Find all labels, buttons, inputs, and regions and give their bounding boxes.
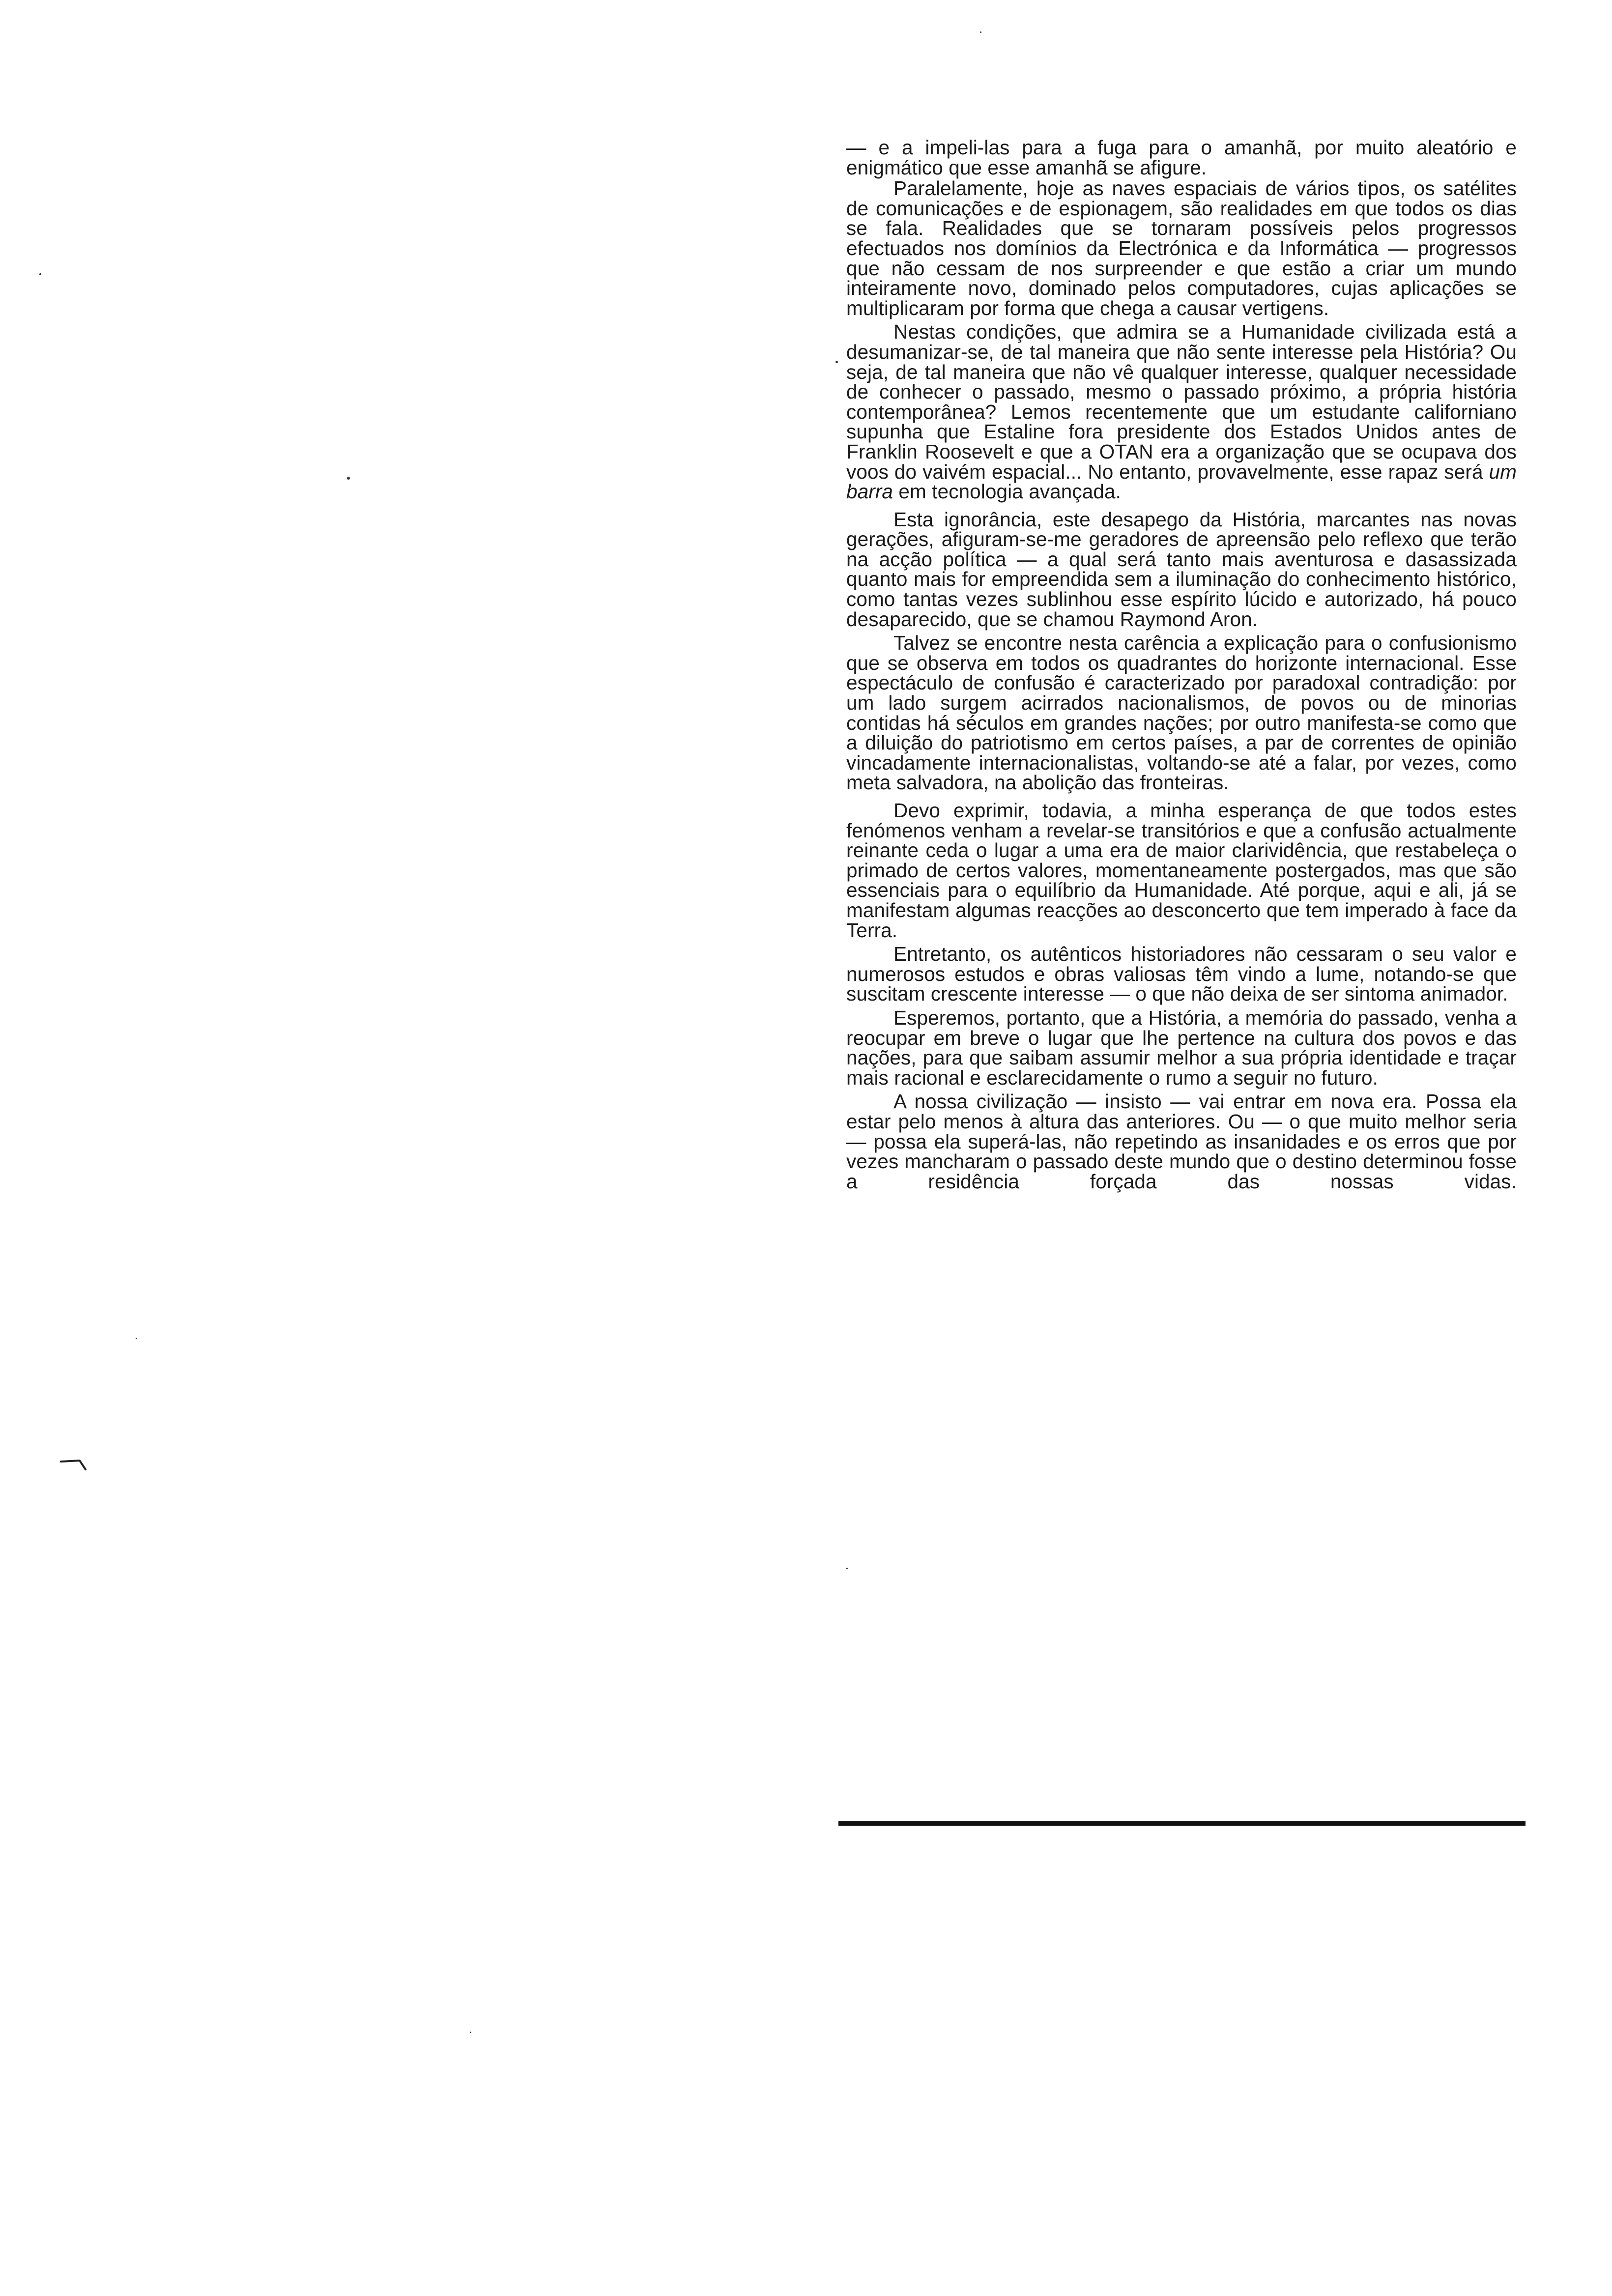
scan-speck xyxy=(39,273,41,275)
scan-speck xyxy=(347,477,350,480)
paragraph-8: Esperemos, portanto, que a História, a memória do passado, venha a reocupar em breve o lugar que lhe pertence na cultura dos povos e das nações, para que saibam assumir melhor a sua própria identidade e traçar mais racional e esclarecidamente o rumo a seguir no futuro. xyxy=(846,1006,1517,1089)
paragraph-3 xyxy=(846,322,1517,501)
scan-speck xyxy=(846,1568,848,1569)
scan-speck xyxy=(980,31,981,33)
paragraph-3-text: Nestas condições, que admira se a Humanidade civilizada está a desumanizar-se, de tal maneira que não sente interesse pela História? Ou seja, de tal maneira que não vê qualquer interesse, qualquer necessidade de conhecer o passado, mesmo o passado próximo, a própria história contemporânea? Lemos recentemente que um estudante californiano supunha que Estaline fora presidente dos Estados Unidos antes de Franklin Roosevelt e que a OTAN era a organização que se ocupava dos voos do vaivém espacial... No entanto, provavelmente, esse rapaz será um barra em tecnologia avançada. xyxy=(846,320,1517,503)
end-rule-divider xyxy=(838,1821,1526,1826)
paragraph-7: Entretanto, os autênticos historiadores não cessaram o seu valor e numerosos estudos e obras valiosas têm vindo a lume, notando-se que suscitam crescente interesse — o que não deixa de ser sintoma animador. xyxy=(846,943,1517,1005)
paragraph-9: A nossa civilização — insisto — vai entrar em nova era. Possa ela estar pelo menos à altura das anteriores. Ou — o que muito melhor seria — possa ela superá-las, não repetindo as insanidades e os erros que por vezes mancharam o passado deste mundo que o destino determinou fosse a residência forçada das nossas vidas. xyxy=(846,1090,1517,1193)
paragraph-1: — e a impeli-las para a fuga para o amanhã, por muito aleatório e enigmático que esse amanhã se afigure. xyxy=(846,136,1517,179)
margin-mark-icon xyxy=(60,1457,89,1471)
scan-speck xyxy=(835,361,838,363)
article-column xyxy=(846,138,1517,1191)
paragraph-6: Devo exprimir, todavia, a minha esperança de que todos estes fenómenos venham a revelar-se transitórios e que a confusão actualmente reinante ceda o lugar a uma era de maior clarividência, que restabeleça o primado de certos valores, momentaneamente postergados, mas que são essenciais para o equilíbrio da Humanidade. Até porque, aqui e ali, já se manifestam algumas reacções ao desconcerto que tem imperado à face da Terra. xyxy=(846,799,1517,942)
paragraph-5: Talvez se encontre nesta carência a explicação para o confusionismo que se observa em todos os quadrantes do horizonte internacional. Esse espectáculo de confusão é caracterizado por paradoxal contradição: por um lado surgem acirrados nacionalismos, de povos ou de minorias contidas há séculos em grandes nações; por outro manifesta-se como que a diluição do patriotismo em certos países, a par de correntes de opinião vincadamente internacionalistas, voltando-se até a falar, por vezes, como meta salvadora, na abolição das fronteiras. xyxy=(846,631,1517,794)
paragraph-2: Paralelamente, hoje as naves espaciais de vários tipos, os satélites de comunicações e de espionagem, são realidades em que todos os dias se fala. Realidades que se tornaram possíveis pelos progressos efectuados nos domínios da Electrónica e da Informática — progressos que não cessam de nos surpreender e que estão a criar um mundo inteiramente novo, dominado pelos computadores, cujas aplicações se multiplicaram por forma que chega a causar vertigens. xyxy=(846,177,1517,319)
scan-speck xyxy=(136,1338,137,1339)
scan-speck xyxy=(470,2032,471,2033)
paragraph-4: Esta ignorância, este desapego da História, marcantes nas novas gerações, afiguram-se-me geradores de apreensão pelo reflexo que terão na acção política — a qual será tanto mais aventurosa e dasassizada quanto mais for empreendida sem a iluminação do conhecimento histórico, como tantas vezes sublinhou esse espírito lúcido e autorizado, há pouco desaparecido, que se chamou Raymond Aron. xyxy=(846,508,1517,631)
